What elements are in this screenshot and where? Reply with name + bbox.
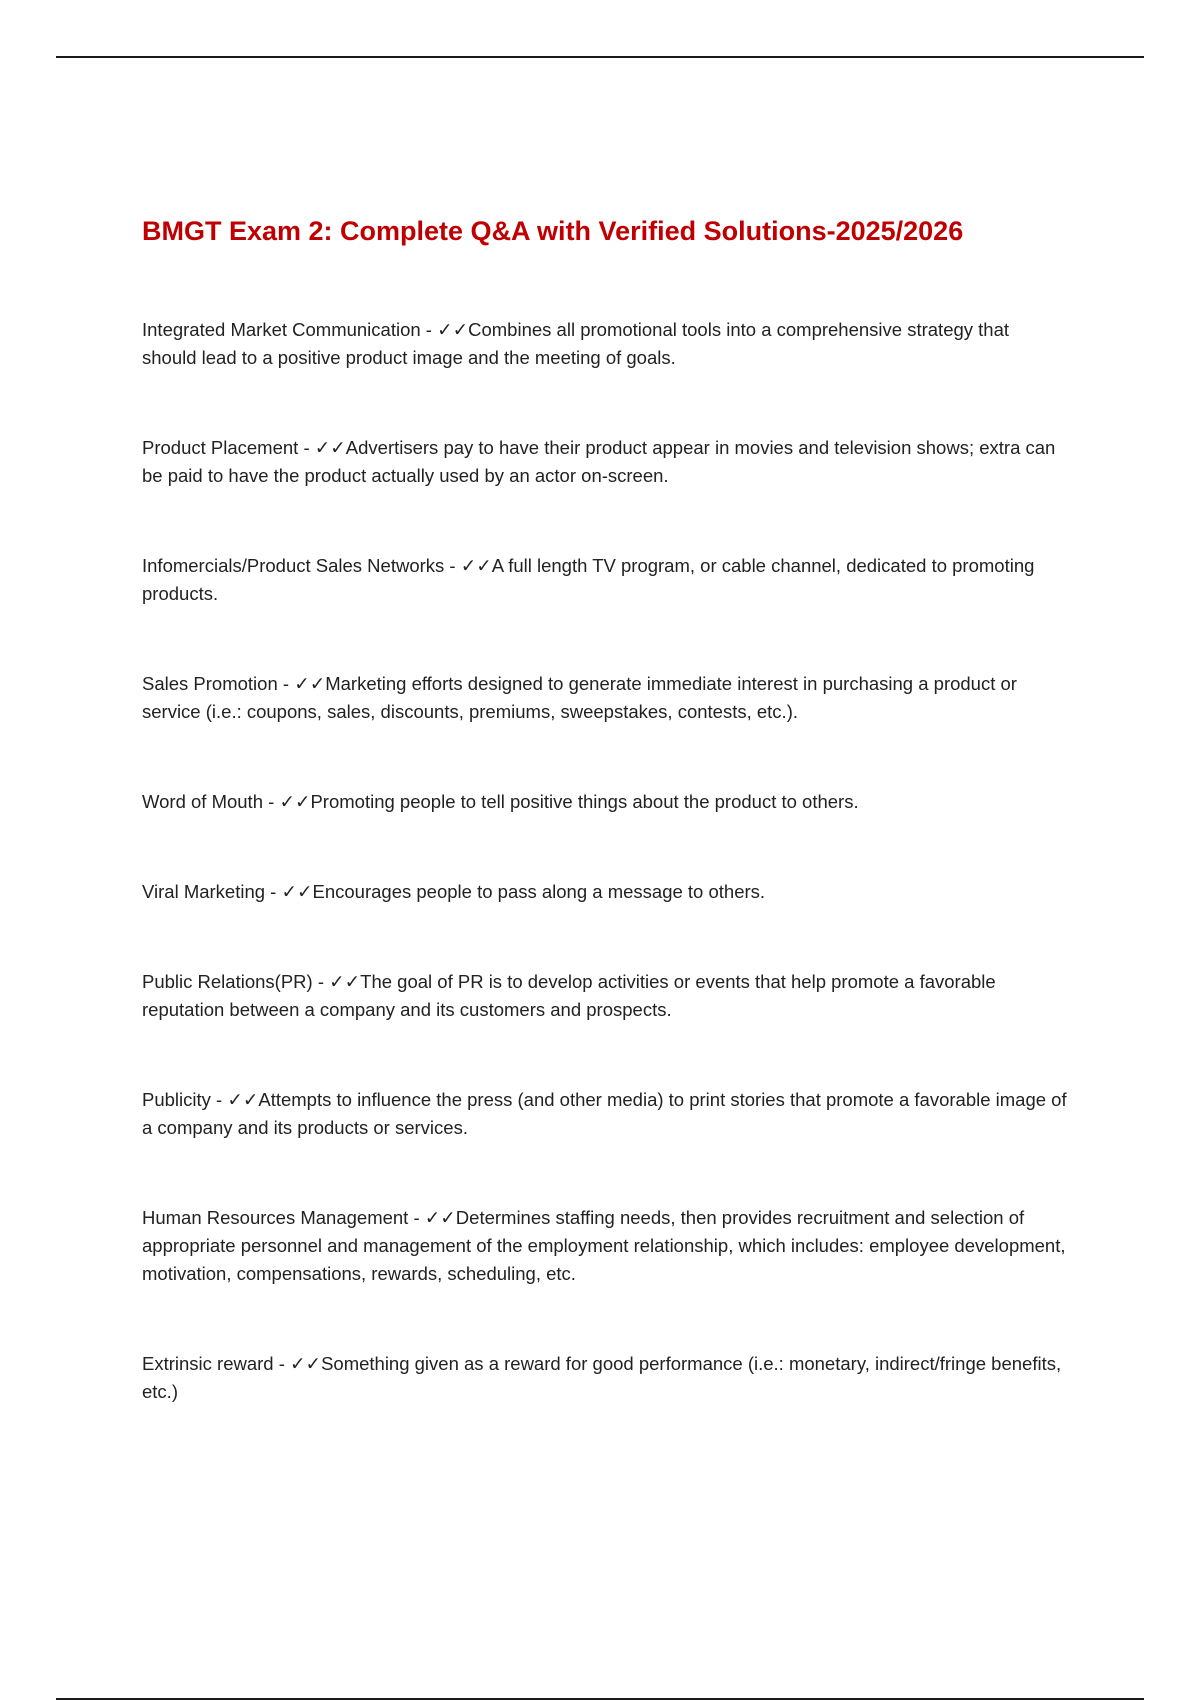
qa-list <box>142 316 1067 1406</box>
check-mark-icon: ✓✓ <box>279 791 311 812</box>
qa-entry <box>142 316 1067 372</box>
entry-term: Publicity <box>142 1089 211 1110</box>
entry-definition: The goal of PR is to develop activities or events that help promote a favorable reputation between a company and its customers and prospects. <box>142 971 996 1020</box>
entry-term: Infomercials/Product Sales Networks <box>142 555 445 576</box>
entry-term: Sales Promotion <box>142 673 278 694</box>
check-mark-icon: ✓✓ <box>227 1089 259 1110</box>
entry-separator: - <box>420 319 438 340</box>
entry-separator: - <box>265 881 282 902</box>
entry-term: Public Relations(PR) <box>142 971 313 992</box>
entry-definition: Attempts to influence the press (and other media) to print stories that promote a favorable image of a company and its products or services. <box>142 1089 1067 1138</box>
entry-separator: - <box>273 1353 291 1374</box>
entry-term: Product Placement <box>142 437 299 458</box>
qa-entry <box>142 670 1067 726</box>
entry-separator: - <box>277 673 295 694</box>
entry-definition: Encourages people to pass along a message to others. <box>312 881 766 902</box>
entry-definition: A full length TV program, or cable channel, dedicated to promoting products. <box>142 555 1035 604</box>
entry-separator: - <box>408 1207 425 1228</box>
entry-term: Word of Mouth <box>142 791 263 812</box>
entry-separator: - <box>312 971 330 992</box>
entry-separator: - <box>298 437 315 458</box>
check-mark-icon: ✓✓ <box>424 1207 456 1228</box>
check-mark-icon: ✓✓ <box>294 673 326 694</box>
entry-definition: Combines all promotional tools into a comprehensive strategy that should lead to a positive product image and the meeting of goals. <box>142 319 1010 368</box>
check-mark-icon: ✓✓ <box>281 881 313 902</box>
check-mark-icon: ✓✓ <box>460 555 492 576</box>
entry-term: Human Resources Management <box>142 1207 409 1228</box>
entry-term: Viral Marketing <box>142 881 266 902</box>
entry-separator: - <box>444 555 461 576</box>
entry-separator: - <box>263 791 280 812</box>
entry-definition: Determines staffing needs, then provides recruitment and selection of appropriate personnel and management of the employment relationship, which includes: employee development, motivation, compensations, rewards, scheduling, etc. <box>142 1207 1066 1284</box>
entry-term: Integrated Market Communication <box>142 319 421 340</box>
qa-entry <box>142 968 1067 1024</box>
check-mark-icon: ✓✓ <box>314 437 346 458</box>
qa-entry <box>142 434 1067 490</box>
top-rule <box>56 56 1144 58</box>
document-title: BMGT Exam 2: Complete Q&A with Verified Solutions-2025/2026 <box>142 216 964 246</box>
qa-entry <box>142 1204 1067 1288</box>
entry-term: Extrinsic reward <box>142 1353 274 1374</box>
entry-definition: Marketing efforts designed to generate immediate interest in purchasing a product or service (i.e.: coupons, sales, discounts, premiums, sweepstakes, contests, etc.). <box>142 673 1017 722</box>
qa-entry <box>142 878 1067 906</box>
entry-definition: Something given as a reward for good performance (i.e.: monetary, indirect/fringe benefits, etc.) <box>142 1353 1062 1402</box>
check-mark-icon: ✓✓ <box>437 319 469 340</box>
check-mark-icon: ✓✓ <box>290 1353 322 1374</box>
entry-definition: Promoting people to tell positive things about the product to others. <box>310 791 859 812</box>
qa-entry <box>142 788 1067 816</box>
entry-separator: - <box>210 1089 228 1110</box>
qa-entry <box>142 552 1067 608</box>
entry-definition: Advertisers pay to have their product appear in movies and television shows; extra can be paid to have the product actually used by an actor on-screen. <box>142 437 1056 486</box>
check-mark-icon: ✓✓ <box>329 971 361 992</box>
qa-entry <box>142 1086 1067 1142</box>
qa-entry <box>142 1350 1067 1406</box>
